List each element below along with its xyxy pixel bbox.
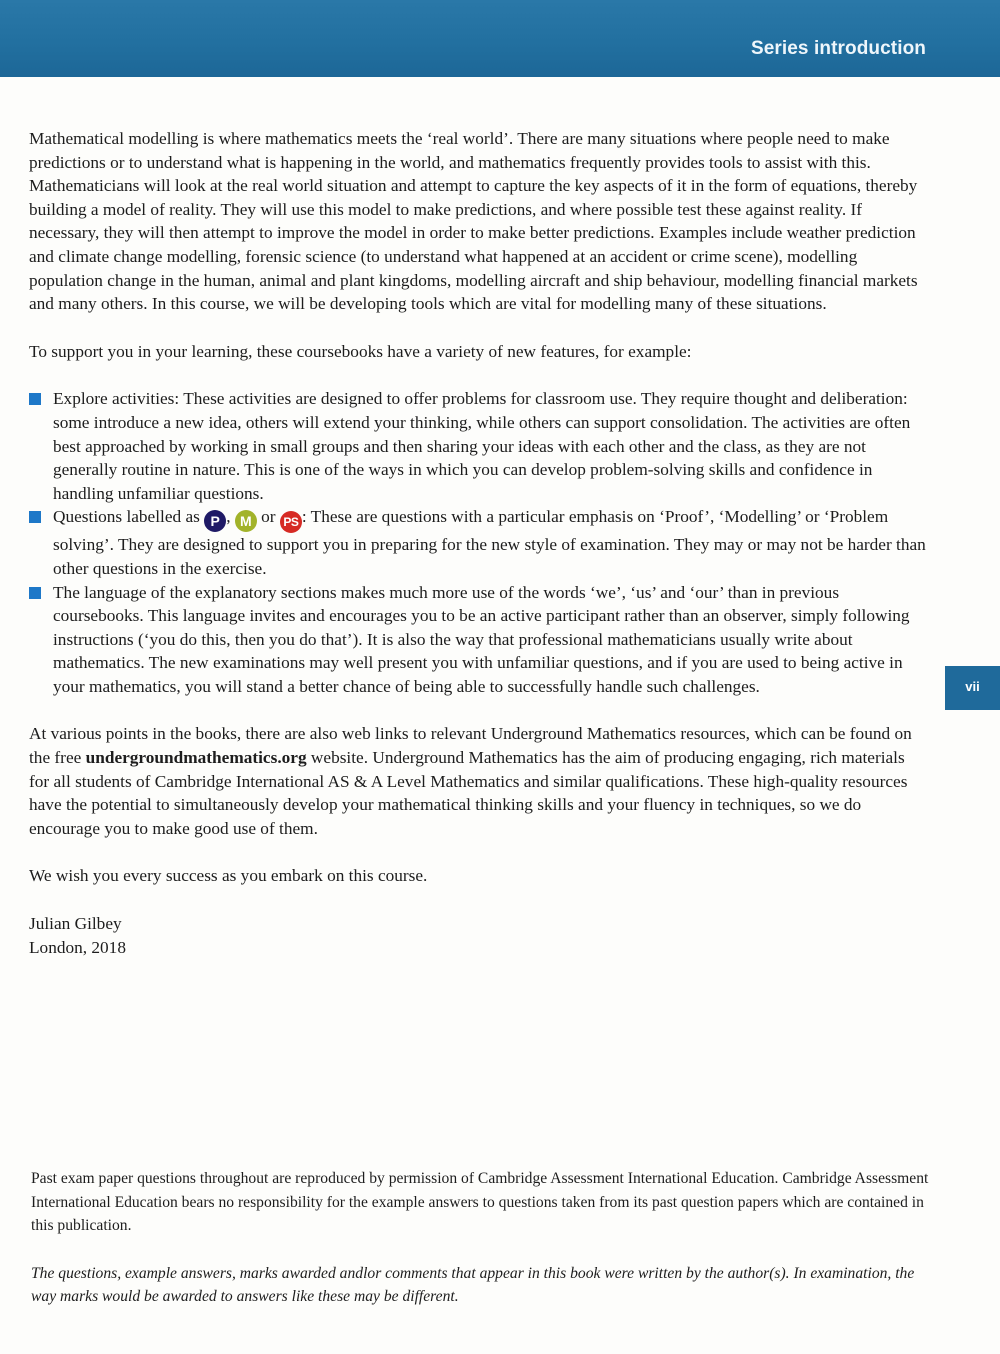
underground-mathematics-link[interactable]: undergroundmathematics.org (85, 748, 307, 768)
separator: , (226, 507, 235, 527)
feature-text: Explore activities: These activities are designed to offer problems for classroom use. They require thought and deliberation: some introduce a new idea, others will extend your thinking, while others can support consolidation. The activities are often best approached by working in small groups and then sharing your ideas with each other and the class, as they are not generally routine in nature. This is one of the ways in which you can develop problem-solving skills and confidence in handling unfamiliar questions. (53, 389, 911, 503)
closing-line: We wish you every success as you embark on this course. (29, 866, 428, 886)
feature-item-question-labels (29, 505, 929, 580)
web-links-paragraph (29, 722, 929, 840)
web-links-text-before: At various points in the books, there are also web links to relevant Underground Mathematics resources, which can be found on the free (29, 724, 912, 768)
place-date: London, 2018 (29, 937, 126, 957)
author-disclaimer: The questions, example answers, marks awarded andlor comments that appear in this book were written by the author(s). In examination, the way marks would be awarded to answers like these may be different. (31, 1264, 915, 1305)
page-number-tab (945, 666, 1000, 710)
problem-solving-badge-icon: PS (280, 511, 302, 533)
proof-badge-icon: P (204, 510, 226, 532)
permission-note: Past exam paper questions throughout are reproduced by permission of Cambridge Assessment International Education. Cambridge Assessment International Education bears no responsibility for the example answers to questions taken from its past question papers which are contained in this publication. (31, 1170, 929, 1234)
feature-item-explore (29, 387, 929, 505)
header-band (0, 0, 1000, 77)
feature-text-before: Questions labelled as (53, 507, 205, 527)
feature-item-language (29, 581, 929, 699)
intro-paragraph: Mathematical modelling is where mathematics meets the ‘real world’. There are many situations where people need to make predictions or to understand what is happening in the world, and mathematics frequently provides tools to assist with this. Mathematicians will look at the real world situation and attempt to capture the key aspects of it in the form of equations, thereby building a model of reality. They will use this model to make predictions, and where possible test these against reality. If necessary, they will then attempt to improve the model in order to make better predictions. Examples include weather prediction and climate change modelling, forensic science (to understand what happened at an accident or crime scene), modelling population change in the human, animal and plant kingdoms, modelling aircraft and ship behaviour, modelling financial markets and many others. In this course, we will be developing tools which are vital for modelling many of these situations. (29, 129, 918, 314)
features-intro: To support you in your learning, these coursebooks have a variety of new features, for example: (29, 341, 692, 361)
footer-notes (31, 1167, 931, 1309)
author-name: Julian Gilbey (29, 914, 122, 934)
feature-text: The language of the explanatory sections makes much more use of the words ‘we’, ‘us’ and ‘our’ than in previous coursebooks. This language invites and encourages you to be an active participant rather than an observer, simply following instructions (‘you do this, then you do that’). It is also the way that professional mathematicians usually write about mathematics. The new examinations may well present you with unfamiliar questions, and if you are used to being active in your mathematics, you will stand a better chance of being able to successfully handle such challenges. (53, 582, 910, 696)
square-bullet-icon (29, 393, 41, 405)
section-title: Series introduction (750, 38, 926, 59)
square-bullet-icon (29, 511, 41, 523)
square-bullet-icon (29, 587, 41, 599)
feature-text-after: : These are questions with a particular emphasis on ‘Proof’, ‘Modelling’ or ‘Problem solving’. They are designed to support you in preparing for the new style of examination. They may or may not be harder than other questions in the exercise. (53, 507, 926, 578)
web-links-text-after: website. Underground Mathematics has the aim of producing engaging, rich materials for all students of Cambridge International AS & A Level Mathematics and similar qualifications. These high-quality resources have the potential to simultaneously develop your mathematical thinking skills and your fluency in techniques, so we do encourage you to make good use of them. (29, 748, 908, 838)
separator: or (256, 507, 280, 527)
page-number: vii (965, 679, 980, 694)
feature-list (29, 387, 929, 698)
page-body (29, 127, 929, 959)
modelling-badge-icon: M (235, 510, 257, 532)
